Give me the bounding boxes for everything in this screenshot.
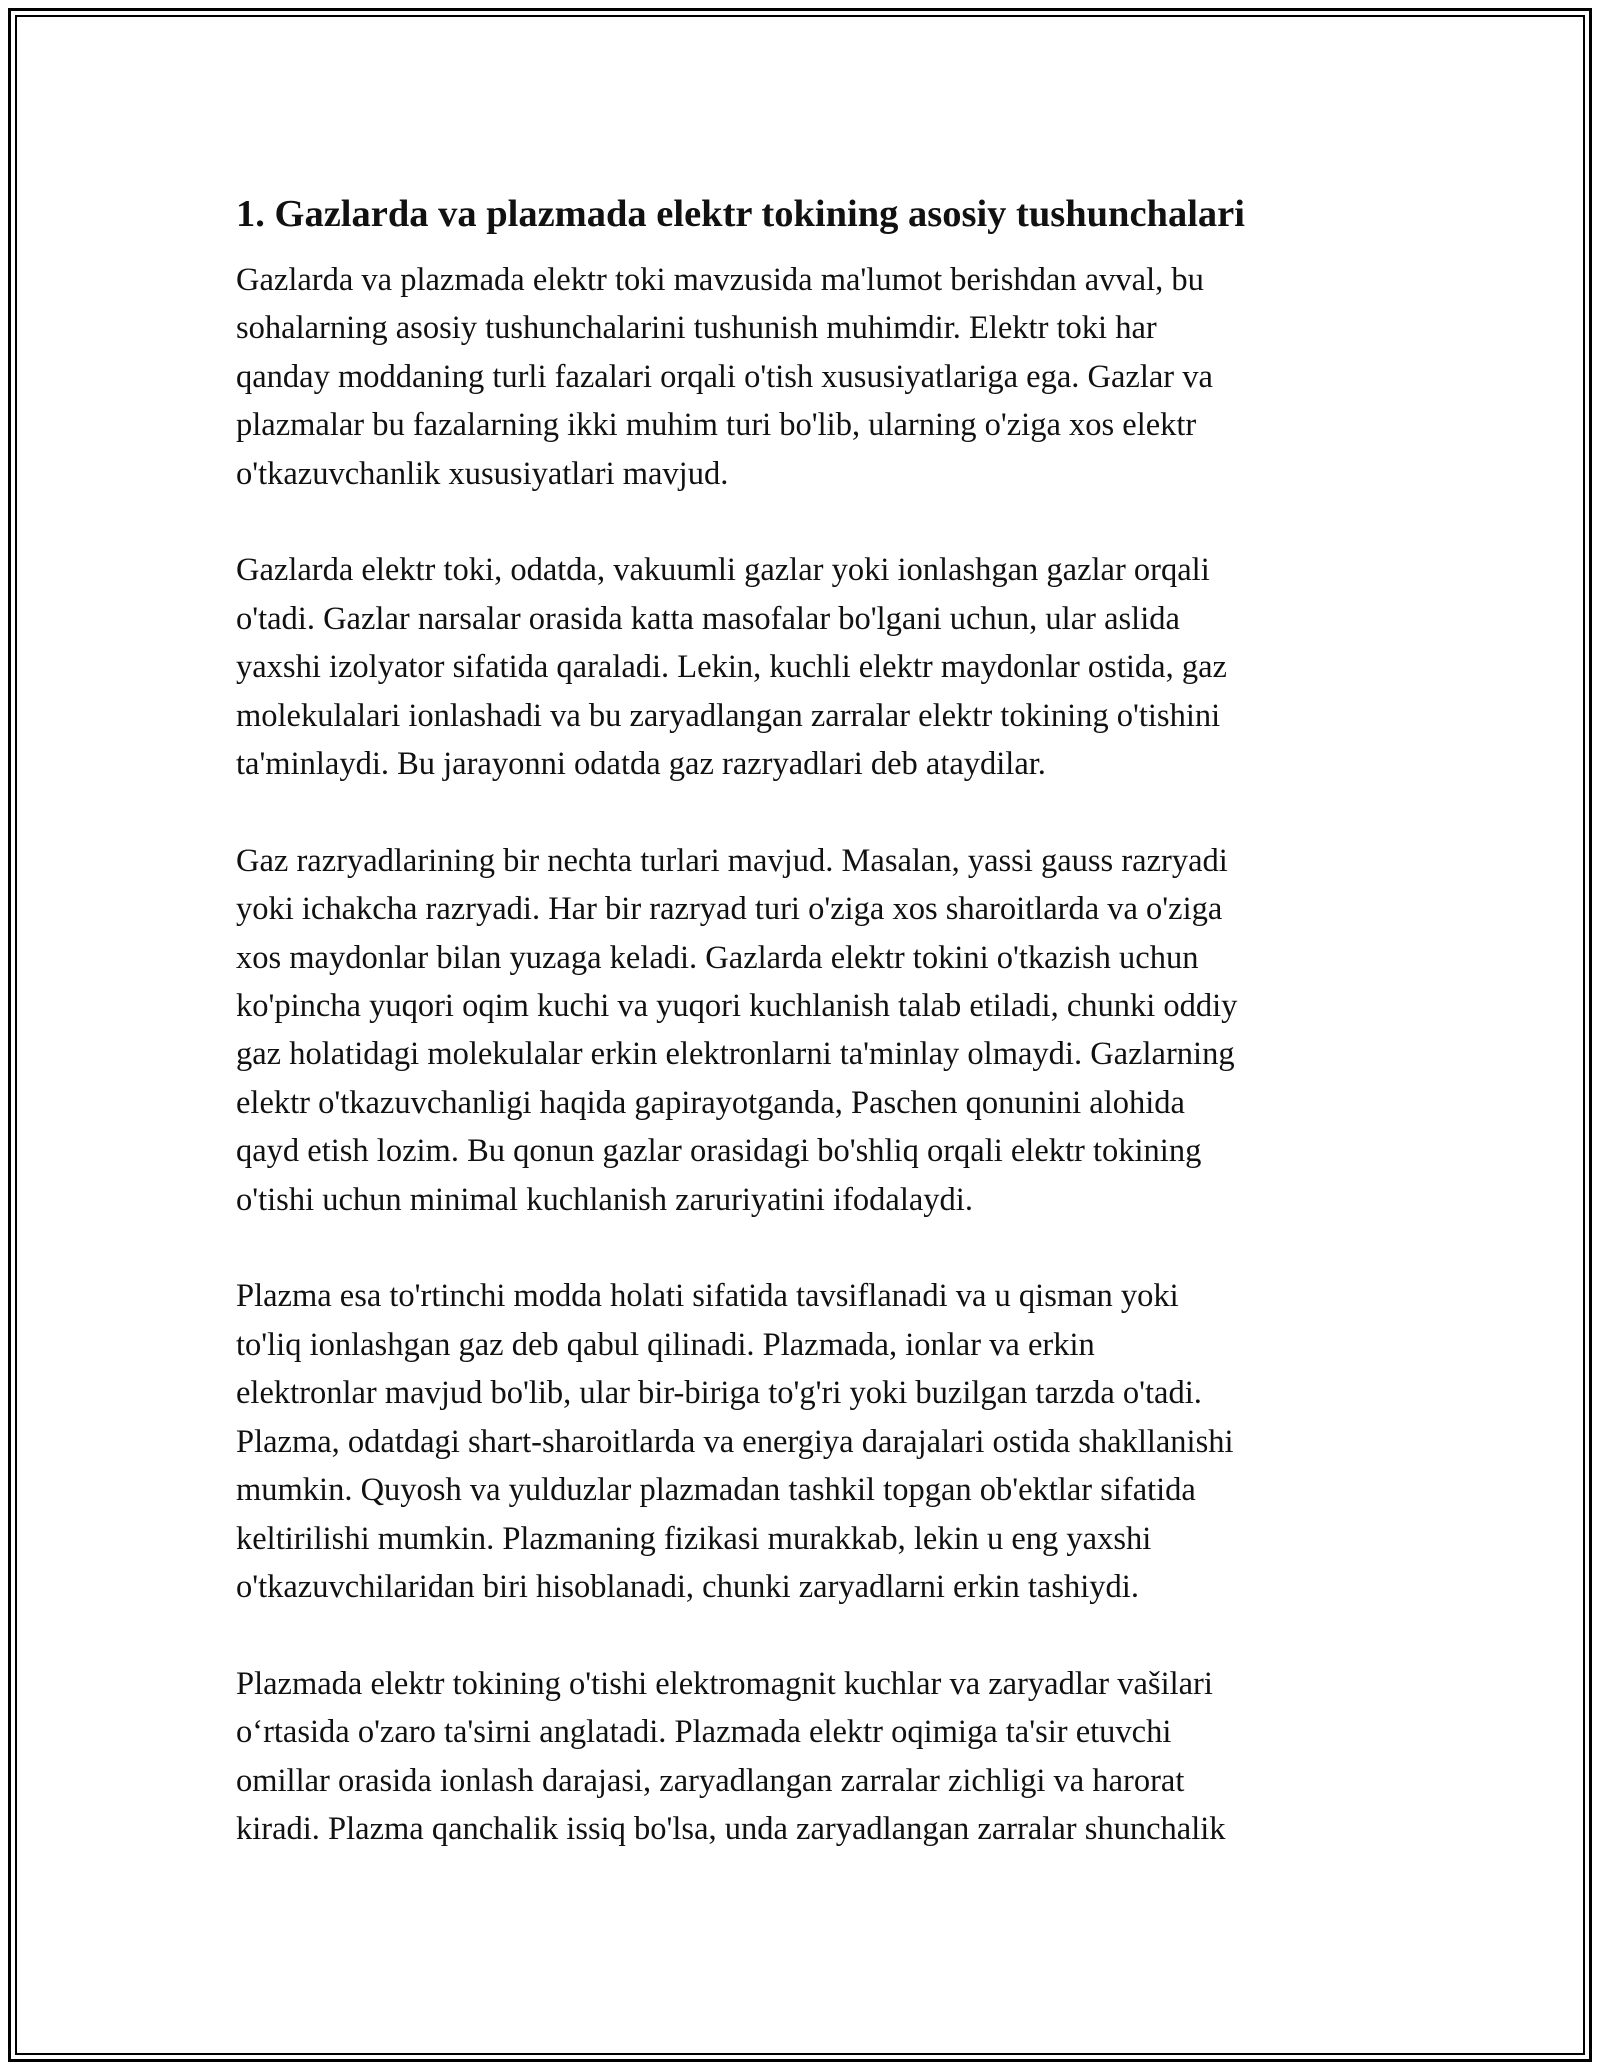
text-line: Plazmada elektr tokining o'tishi elektromagnit kuchlar va zaryadlar vašilari (236, 1665, 1213, 1702)
text-line: Gazlarda va plazmada elektr toki mavzusida ma'lumot berishdan avval, bu (236, 262, 1204, 298)
text-line: o'tkazuvchilaridan biri hisoblanadi, chunki zaryadlarni erkin tashiydi. (236, 1568, 1139, 1605)
text-line: Plazma esa to'rtinchi modda holati sifatida tavsiflanadi va u qisman yoki (236, 1278, 1179, 1315)
text-line: gaz holatidagi molekulalar erkin elektronlarni ta'minlay olmaydi. Gazlarning (236, 1036, 1235, 1073)
text-line: molekulalari ionlashadi va bu zaryadlangan zarralar elektr tokining o'tishini (236, 697, 1221, 734)
text-line: Gazlarda elektr toki, odatda, vakuumli gazlar yoki ionlashgan gazlar orqali (236, 552, 1210, 589)
text-line: omillar orasida ionlash darajasi, zaryadlangan zarralar zichligi va harorat (236, 1762, 1185, 1799)
text-line: xos maydonlar bilan yuzaga keladi. Gazlarda elektr tokini o'tkazish uchun (236, 939, 1199, 976)
text-line: ko'pincha yuqori oqim kuchi va yuqori kuchlanish talab etiladi, chunki oddiy (236, 988, 1238, 1025)
text-line: sohalarning asosiy tushunchalarini tushunish muhimdir. Elektr toki har (236, 310, 1157, 347)
text-line: o'tishi uchun minimal kuchlanish zaruriyatini ifodalaydi. (236, 1181, 973, 1218)
paragraph (236, 546, 1366, 788)
section-heading: 1. Gazlarda va plazmada elektr tokining asosiy tushunchalari (236, 193, 1245, 235)
paragraph (236, 1272, 1366, 1611)
text-line: keltirilishi mumkin. Plazmaning fizikasi murakkab, lekin u eng yaxshi (236, 1520, 1152, 1557)
text-line: plazmalar bu fazalarning ikki muhim turi bo'lib, ularning o'ziga xos elektr (236, 407, 1197, 444)
text-line: o'tkazuvchanlik xususiyatlari mavjud. (236, 455, 729, 492)
text-line: mumkin. Quyosh va yulduzlar plazmadan tashkil topgan ob'ektlar sifatida (236, 1472, 1196, 1509)
paragraph (236, 256, 1366, 498)
text-line: elektronlar mavjud bo'lib, ular bir-biriga to'g'ri yoki buzilgan tarzda o'tadi. (236, 1375, 1202, 1412)
text-line: ta'minlaydi. Bu jarayonni odatda gaz razryadlari deb ataydilar. (236, 746, 1046, 783)
text-line: Plazma, odatdagi shart-sharoitlarda va energiya darajalari ostida shakllanishi (236, 1423, 1234, 1460)
text-line: o'tadi. Gazlar narsalar orasida katta masofalar bo'lgani uchun, ular aslida (236, 600, 1180, 637)
text-line: kiradi. Plazma qanchalik issiq bo'lsa, unda zaryadlangan zarralar shunchalik (236, 1810, 1226, 1847)
paragraph-list (236, 256, 1366, 1853)
text-line: qayd etish lozim. Bu qonun gazlar orasidagi bo'shliq orqali elektr tokining (236, 1133, 1202, 1170)
text-line: to'liq ionlashgan gaz deb qabul qilinadi. Plazmada, ionlar va erkin (236, 1326, 1095, 1363)
text-line: Gaz razryadlarining bir nechta turlari mavjud. Masalan, yassi gauss razryadi (236, 842, 1228, 879)
text-line: o‘rtasida o'zaro ta'sirni anglatadi. Plazmada elektr oqimiga ta'sir etuvchi (236, 1714, 1172, 1751)
text-line: qanday moddaning turli fazalari orqali o'tish xususiyatlariga ega. Gazlar va (236, 358, 1213, 395)
document-body (236, 188, 1366, 1902)
text-line: yoki ichakcha razryadi. Har bir razryad turi o'ziga xos sharoitlarda va o'ziga (236, 891, 1223, 928)
paragraph (236, 1660, 1366, 1854)
paragraph (236, 837, 1366, 1224)
text-line: yaxshi izolyator sifatida qaraladi. Lekin, kuchli elektr maydonlar ostida, gaz (236, 649, 1227, 686)
text-line: elektr o'tkazuvchanligi haqida gapirayotganda, Paschen qonunini alohida (236, 1084, 1185, 1121)
